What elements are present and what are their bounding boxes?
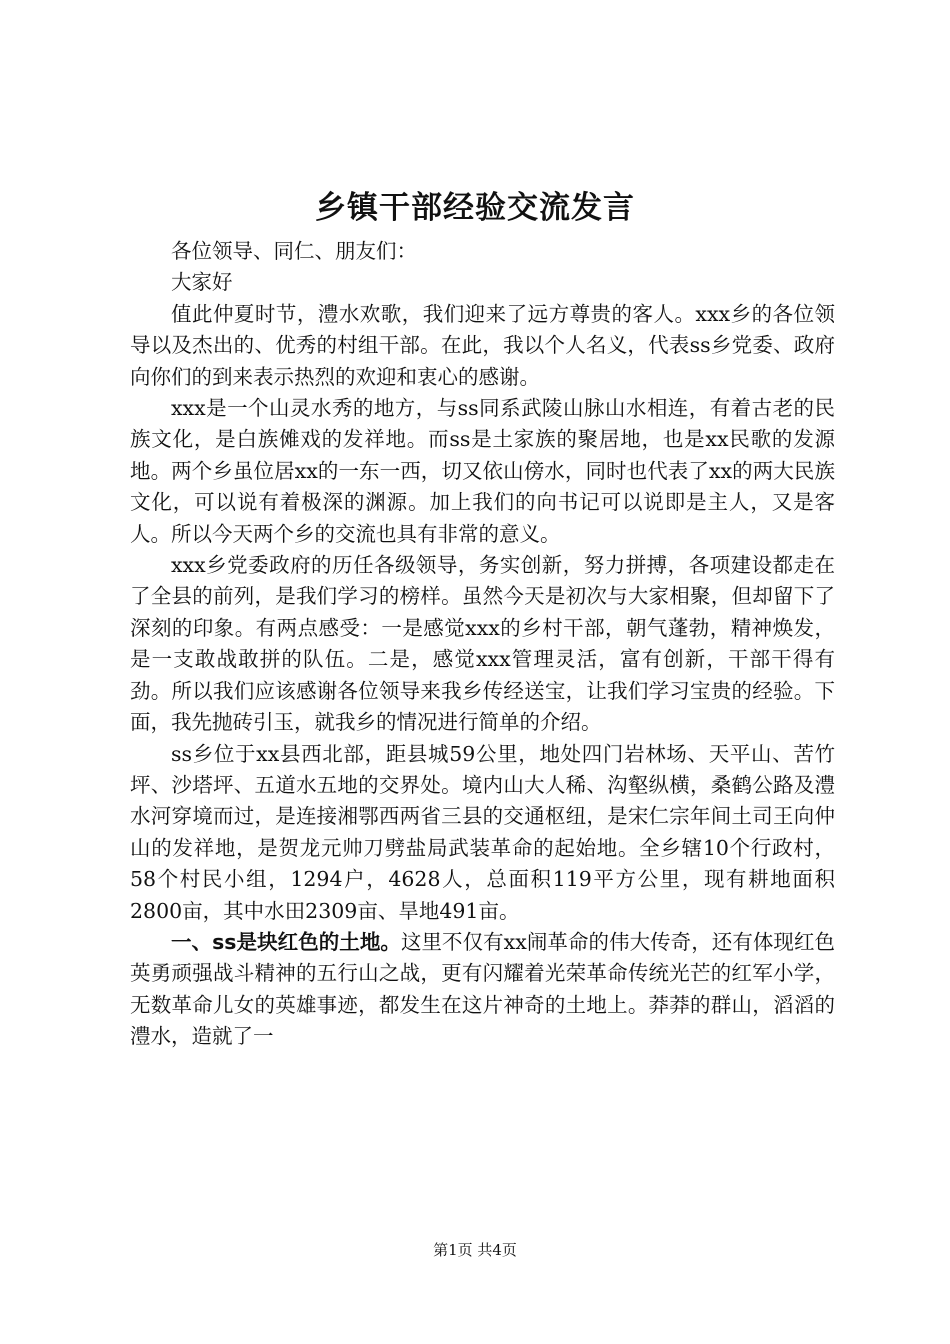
- salutation: 各位领导、同仁、朋友们：: [171, 239, 417, 263]
- section-one-paragraph: [130, 927, 835, 1053]
- section-one-text: 这里不仅有xx闹革命的伟大传奇，还有体现红色英勇顽强战斗精神的五行山之战，更有闪耀着光荣革命传统光芒的红军小学，无数革命儿女的英雄事迹，都发生在这片神奇的土地上。莽莽的群山，滔滔的澧水，造就了一: [130, 929, 836, 1049]
- document-title: 乡镇干部经验交流发言: [315, 190, 635, 226]
- section-one-heading: 一、ss是块红色的土地。: [171, 929, 401, 954]
- paragraph-overview: ss乡位于xx县西北部，距县城59公里，地处四门岩林场、天平山、苦竹坪、沙塔坪、五道水五地的交界处。境内山大人稀、沟壑纵横，桑鹤公路及澧水河穿境而过，是连接湘鄂西两省三县的交通枢纽，是宋仁宗年间土司王向仲山的发祥地，是贺龙元帅刀劈盐局武装革命的起始地。全乡辖10个行政村，58个村民小组，1294户，4628人，总面积119平方公里，现有耕地面积2800亩，其中水田2309亩、旱地491亩。: [130, 741, 835, 923]
- greeting: 大家好: [171, 270, 233, 295]
- paragraph-impressions: xxx乡党委政府的历任各级领导，务实创新，努力拼搏，各项建设都走在了全县的前列，是我们学习的榜样。虽然今天是初次与大家相聚，但却留下了深刻的印象。有两点感受：一是感觉xxx的乡村干部，朝气蓬勃，精神焕发，是一支敢战敢拼的队伍。二是，感觉xxx管理灵活，富有创新，干部干得有劲。所以我们应该感谢各位领导来我乡传经送宝，让我们学习宝贵的经验。下面，我先抛砖引玉，就我乡的情况进行简单的介绍。: [130, 553, 835, 735]
- paragraph-culture: xxx是一个山灵水秀的地方，与ss同系武陵山脉山水相连，有着古老的民族文化，是白族傩戏的发祥地。而ss是土家族的聚居地，也是xx民歌的发源地。两个乡虽位居xx的一东一西，切又依山傍水，同时也代表了xx的两大民族文化，可以说有着极深的渊源。加上我们的向书记可以说即是主人，又是客人。所以今天两个乡的交流也具有非常的意义。: [130, 396, 835, 546]
- document-body: [130, 236, 835, 1053]
- paragraph-welcome: 值此仲夏时节，澧水欢歌，我们迎来了远方尊贵的客人。xxx乡的各位领导以及杰出的、优秀的村组干部。在此，我以个人名义，代表ss乡党委、政府向你们的到来表示热烈的欢迎和衷心的感谢。: [130, 301, 835, 389]
- page-footer: 第1页 共4页: [433, 1241, 517, 1259]
